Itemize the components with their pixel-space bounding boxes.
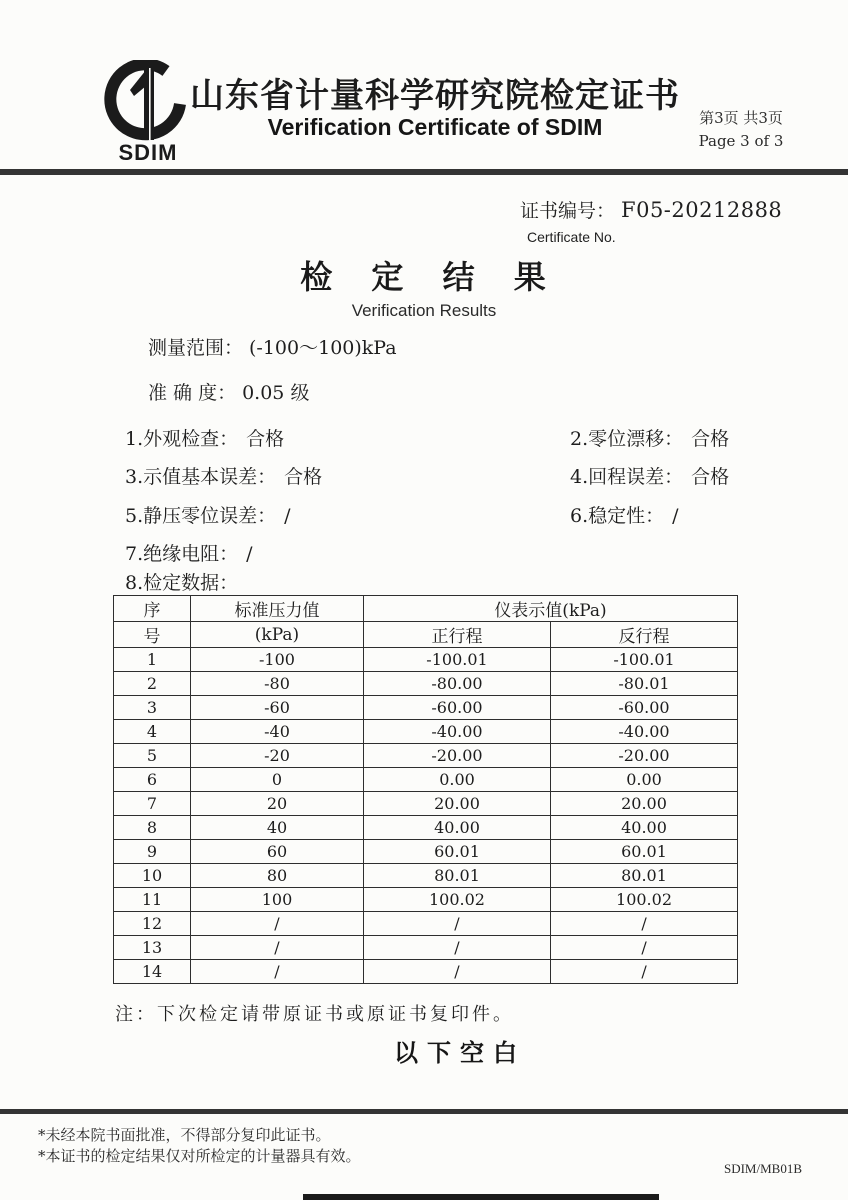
measurement-range bbox=[148, 333, 397, 360]
certificate-number-label-en: Certificate No. bbox=[527, 229, 616, 245]
table-row bbox=[114, 936, 738, 960]
check-item-verification-data: 8.检定数据： bbox=[125, 572, 239, 594]
table-row bbox=[114, 648, 738, 672]
table-cell: / bbox=[364, 936, 551, 960]
certificate-number bbox=[520, 196, 782, 223]
table-row bbox=[114, 744, 738, 768]
table-cell: 1 bbox=[114, 648, 191, 672]
table-cell: 20.00 bbox=[551, 792, 738, 816]
table-cell: 0 bbox=[191, 768, 364, 792]
table-cell: -100 bbox=[191, 648, 364, 672]
accuracy-class-label: 准 确 度： bbox=[148, 382, 237, 404]
check-item-basic-error: 3.示值基本误差： 合格 bbox=[125, 466, 323, 488]
page-info-zh: 第3页 共3页 bbox=[699, 109, 783, 127]
col-header-kpa-unit: (kPa) bbox=[191, 622, 364, 648]
table-cell: -100.01 bbox=[364, 648, 551, 672]
table-cell: -60 bbox=[191, 696, 364, 720]
revalidation-note: 注：下次检定请带原证书或原证书复印件。 bbox=[115, 1004, 514, 1025]
table-cell: / bbox=[551, 960, 738, 984]
certificate-title-zh: 山东省计量科学研究院检定证书 bbox=[190, 76, 680, 116]
table-cell: 100.02 bbox=[364, 888, 551, 912]
table-cell: 5 bbox=[114, 744, 191, 768]
table-cell: 12 bbox=[114, 912, 191, 936]
check-item-stability: 6.稳定性： / bbox=[570, 505, 679, 527]
table-row bbox=[114, 672, 738, 696]
table-header-row-1 bbox=[114, 596, 738, 622]
table-row bbox=[114, 792, 738, 816]
table-cell: 100.02 bbox=[551, 888, 738, 912]
table-cell: 80.01 bbox=[364, 864, 551, 888]
page-info bbox=[676, 107, 806, 152]
blank-below-text: 以下空白 bbox=[394, 1038, 526, 1067]
table-cell: / bbox=[551, 912, 738, 936]
table-cell: 40 bbox=[191, 816, 364, 840]
table-row bbox=[114, 720, 738, 744]
table-cell: 6 bbox=[114, 768, 191, 792]
table-cell: / bbox=[191, 960, 364, 984]
table-cell: 8 bbox=[114, 816, 191, 840]
table-cell: -20 bbox=[191, 744, 364, 768]
col-header-seq-top: 序 bbox=[114, 596, 191, 622]
page-info-en: Page 3 of 3 bbox=[698, 131, 784, 150]
measurement-range-label: 测量范围： bbox=[148, 337, 244, 359]
table-cell: 20 bbox=[191, 792, 364, 816]
certificate-title-en: Verification Certificate of SDIM bbox=[267, 114, 603, 140]
col-header-reverse-stroke: 反行程 bbox=[551, 622, 738, 648]
table-row bbox=[114, 888, 738, 912]
table-cell: -80.00 bbox=[364, 672, 551, 696]
scan-edge-artifact bbox=[303, 1194, 659, 1200]
logo-label: SDIM bbox=[118, 140, 178, 165]
measurement-range-value: (-100～100)kPa bbox=[249, 337, 397, 359]
accuracy-class-value: 0.05 级 bbox=[242, 382, 310, 404]
form-code: SDIM/MB01B bbox=[723, 1161, 802, 1176]
table-cell: 3 bbox=[114, 696, 191, 720]
table-cell: 9 bbox=[114, 840, 191, 864]
table-cell: 80.01 bbox=[551, 864, 738, 888]
table-cell: -40.00 bbox=[551, 720, 738, 744]
footer-copy-restriction: *未经本院书面批准，不得部分复印此证书。 bbox=[38, 1126, 331, 1144]
footer-validity-note: *本证书的检定结果仅对所检定的计量器具有效。 bbox=[38, 1147, 361, 1165]
table-row bbox=[114, 840, 738, 864]
results-title-zh: 检 定 结 果 bbox=[300, 258, 560, 296]
table-cell: 4 bbox=[114, 720, 191, 744]
certificate-number-value: F05-20212888 bbox=[621, 198, 783, 222]
table-cell: -20.00 bbox=[551, 744, 738, 768]
col-header-forward-stroke: 正行程 bbox=[364, 622, 551, 648]
table-cell: 14 bbox=[114, 960, 191, 984]
table-cell: / bbox=[364, 960, 551, 984]
table-row bbox=[114, 696, 738, 720]
footer-divider bbox=[0, 1109, 848, 1114]
table-cell: 10 bbox=[114, 864, 191, 888]
table-row bbox=[114, 960, 738, 984]
table-cell: 0.00 bbox=[364, 768, 551, 792]
table-cell: 2 bbox=[114, 672, 191, 696]
table-row bbox=[114, 864, 738, 888]
table-cell: 20.00 bbox=[364, 792, 551, 816]
table-cell: 80 bbox=[191, 864, 364, 888]
table-cell: / bbox=[551, 936, 738, 960]
table-cell: 60.01 bbox=[551, 840, 738, 864]
table-row bbox=[114, 816, 738, 840]
table-cell: / bbox=[364, 912, 551, 936]
table-header-row-2 bbox=[114, 622, 738, 648]
col-header-indicated-value: 仪表示值(kPa) bbox=[364, 596, 738, 622]
table-cell: -40 bbox=[191, 720, 364, 744]
certificate-number-label: 证书编号： bbox=[520, 200, 616, 222]
table-cell: -80 bbox=[191, 672, 364, 696]
verification-data-table bbox=[113, 595, 738, 984]
table-cell: 60.01 bbox=[364, 840, 551, 864]
check-item-zero-drift: 2.零位漂移： 合格 bbox=[570, 428, 730, 450]
table-row bbox=[114, 768, 738, 792]
header-divider bbox=[0, 169, 848, 175]
check-item-appearance: 1.外观检查： 合格 bbox=[125, 428, 285, 450]
table-cell: 11 bbox=[114, 888, 191, 912]
table-cell: -60.00 bbox=[551, 696, 738, 720]
table-cell: / bbox=[191, 912, 364, 936]
col-header-standard-pressure: 标准压力值 bbox=[191, 596, 364, 622]
accuracy-class bbox=[148, 378, 309, 405]
table-cell: -60.00 bbox=[364, 696, 551, 720]
col-header-seq-bottom: 号 bbox=[114, 622, 191, 648]
table-cell: 40.00 bbox=[364, 816, 551, 840]
table-cell: -20.00 bbox=[364, 744, 551, 768]
table-cell: 13 bbox=[114, 936, 191, 960]
table-cell: / bbox=[191, 936, 364, 960]
table-cell: 7 bbox=[114, 792, 191, 816]
check-item-insulation-resistance: 7.绝缘电阻： / bbox=[125, 543, 253, 565]
table-cell: 60 bbox=[191, 840, 364, 864]
table-row bbox=[114, 912, 738, 936]
results-title-en: Verification Results bbox=[351, 301, 497, 320]
check-item-hysteresis-error: 4.回程误差： 合格 bbox=[570, 466, 730, 488]
check-item-static-zero-error: 5.静压零位误差： / bbox=[125, 505, 291, 527]
table-cell: -100.01 bbox=[551, 648, 738, 672]
table-cell: 100 bbox=[191, 888, 364, 912]
table-cell: 0.00 bbox=[551, 768, 738, 792]
table-cell: -40.00 bbox=[364, 720, 551, 744]
table-cell: 40.00 bbox=[551, 816, 738, 840]
table-cell: -80.01 bbox=[551, 672, 738, 696]
